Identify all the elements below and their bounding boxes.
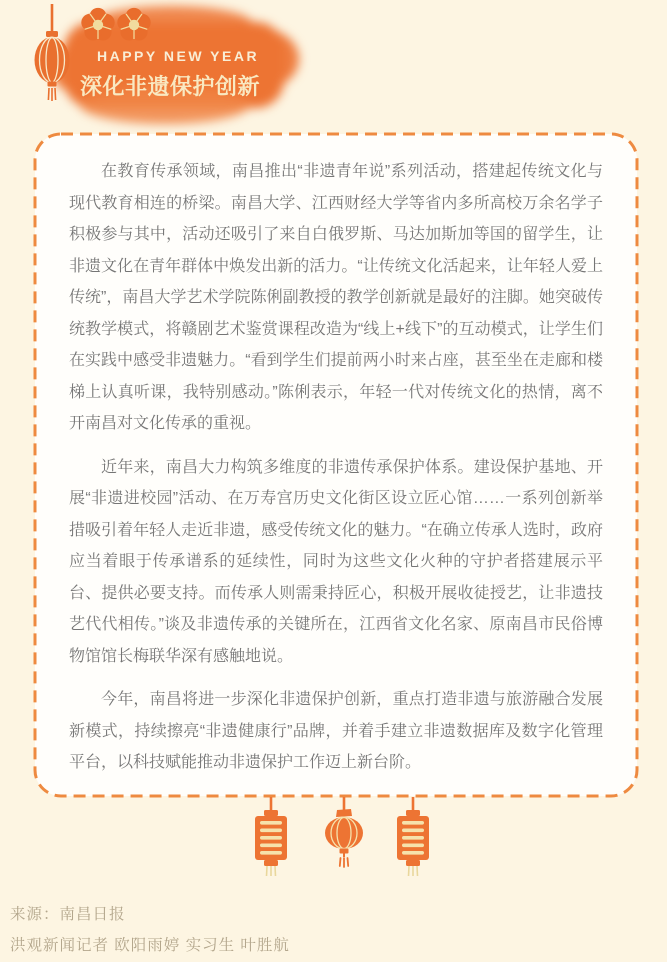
round-lantern-icon xyxy=(322,797,366,875)
source-line: 来源：南昌日报 xyxy=(10,906,126,923)
flower-icon xyxy=(80,4,116,44)
lantern-icon xyxy=(29,4,75,106)
paragraph: 近年来，南昌大力构筑多维度的非遗传承保护体系。建设保护基地、开展“非遗进校园”活动、在万寿宫历史文化街区设立匠心馆……一系列创新举措吸引着年轻人走近非遗，感受传统文化的魅力。“在确立传承人选时，政府应当着眼于传承谱系的延续性，同时为这些文化火种的守护者搭建展示平台、提供必要支持。而传承人则需秉持匠心，积极开展收徒授艺，让非遗技艺代代相传。”谈及非遗传承的关键所在，江西省文化名家、原南昌市民俗博物馆馆长梅联华深有感触地说。 xyxy=(69,458,603,665)
byline: 洪观新闻记者 欧阳雨婷 实习生 叶胜航 xyxy=(10,937,290,954)
flower-icon xyxy=(116,4,152,44)
paragraph: 在教育传承领域，南昌推出“非遗青年说”系列活动，搭建起传统文化与现代教育相连的桥梁。南昌大学、江西财经大学等省内多所高校万余名学子积极参与其中，活动还吸引了来自白俄罗斯、马达加斯加等国的留学生，让非遗文化在青年群体中焕发出新的活力。“让传统文化活起来，让年轻人爱上传统”，南昌大学艺术学院陈俐副教授的教学创新就是最好的注脚。她突破传统教学模式，将赣剧艺术鉴赏课程改造为“线上+线下”的互动模式，让学生们在实践中感受非遗魅力。“看到学生们提前两小时来占座，甚至坐在走廊和楼梯上认真听课，我特别感动。”陈俐表示，年轻一代对传统文化的热情，离不开南昌对文化传承的重视。 xyxy=(69,163,603,432)
article-box xyxy=(33,132,639,798)
header-greeting: HAPPY NEW YEAR xyxy=(97,48,260,64)
rect-lantern-icon xyxy=(251,797,291,877)
flower-decorations xyxy=(80,4,152,44)
article-body xyxy=(33,132,639,798)
footer xyxy=(10,902,290,955)
paragraph: 今年，南昌将进一步深化非遗保护创新，重点打造非遗与旅游融合发展新模式，持续擦亮“非遗健康行”品牌，并着手建立非遗数据库及数字化管理平台，以科技赋能推动非遗保护工作迈上新台阶。 xyxy=(69,691,603,771)
page-title: 深化非遗保护创新 xyxy=(80,74,261,99)
rect-lantern-icon xyxy=(393,797,433,877)
